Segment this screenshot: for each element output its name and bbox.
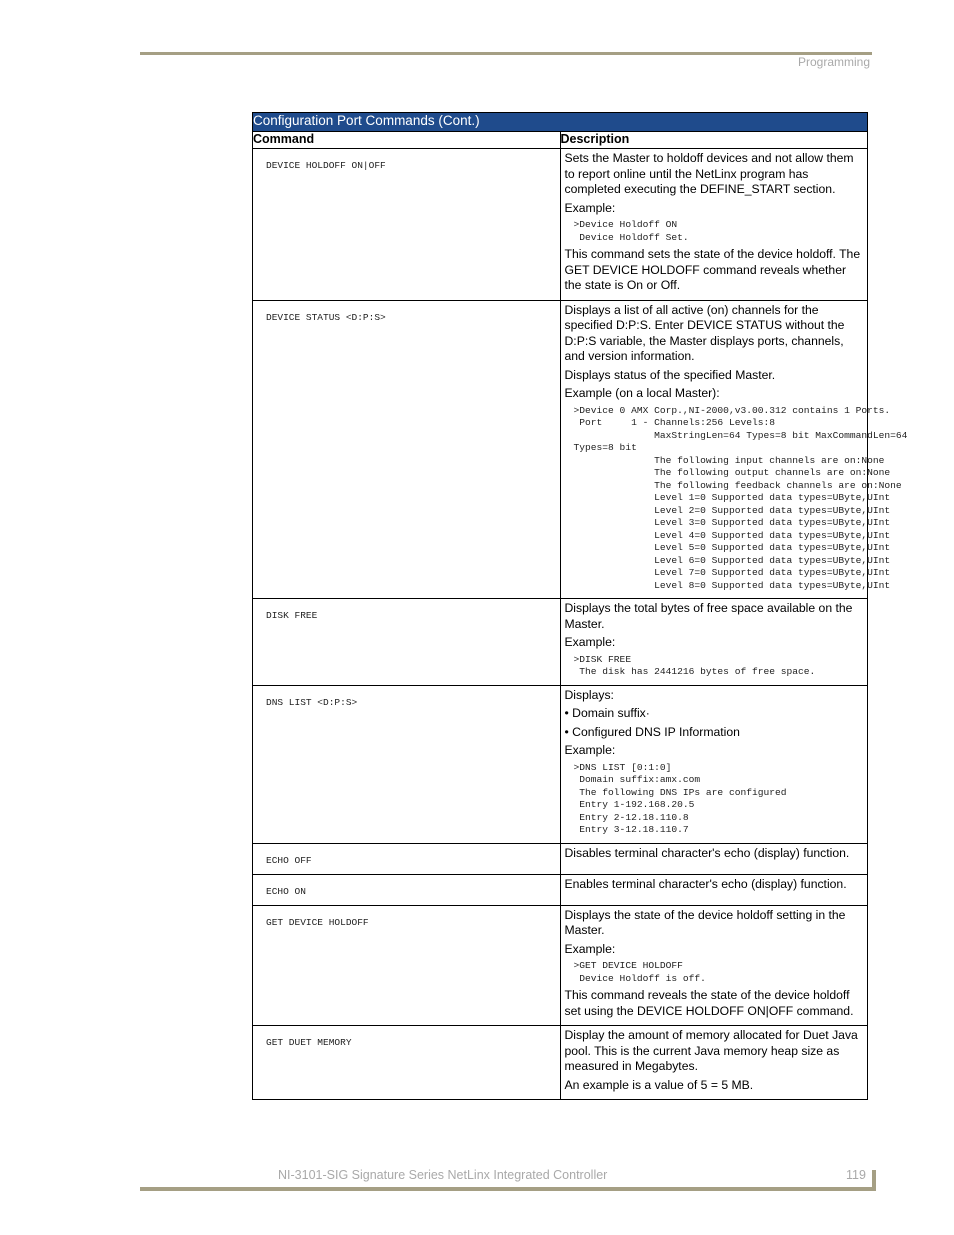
command-cell [253,599,561,686]
description-text: • Configured DNS IP Information [564,724,740,739]
description-cell [560,300,908,599]
description-cell [560,599,868,686]
command-cell [253,874,561,905]
description-cell [560,874,868,905]
command-cell [253,149,561,301]
footer-rule [140,1187,876,1191]
description-text: This command sets the state of the device holdoff. The GET DEVICE HOLDOFF command reveals whether the state is On or Off. [564,247,861,292]
description-cell [560,1026,868,1100]
command-text: DEVICE HOLDOFF ON|OFF [266,160,386,171]
commands-table [252,112,908,1100]
description-text: Displays the total bytes of free space available on the Master. [564,601,853,631]
command-text: ECHO ON [266,885,306,897]
description-text: An example is a value of 5 = 5 MB. [564,1077,754,1092]
description-text: Example: [564,200,616,215]
command-cell [253,685,561,843]
table-row [253,599,868,686]
description-cell [560,905,868,1026]
table-row [253,149,868,301]
command-text: DISK FREE [266,610,318,621]
header-rule [140,52,872,55]
command-cell [253,300,561,599]
table-body [253,149,908,1100]
table-row [253,1026,868,1100]
command-cell [253,1026,561,1100]
description-text: Displays: [564,687,614,702]
code-example: >DNS LIST [0:1:0] Domain suffix:amx.com The following DNS IPs are configured Entry 1-192.168.20.5 Entry 2-12.18.110.8 Entry 3-12.18.110.7 [573,761,787,835]
table-row [253,905,868,1026]
description-cell [560,843,868,874]
description-text: • Domain suffix· [564,706,650,720]
command-cell [253,843,561,874]
description-text: Enables terminal character's echo (display) function. [564,876,847,891]
description-text: Disables terminal character's echo (display) function. [564,845,850,860]
description-text: Displays status of the specified Master. [564,367,776,382]
code-example: >Device 0 AMX Corp.,NI-2000,v3.00.312 contains 1 Ports. Port 1 - Channels:256 Levels:8 MaxStringLen=64 Types=8 bit MaxCommandLen=64 Types=8 bit The following input channels are on:None The following output channels are on:None The following feedback channels are on:None Level 1=0 Supported data types=UByte,UInt Level 2=0 Supported data types=UByte,UInt Level 3=0 Supported data types=UByte,UInt Level 4=0 Supported data types=UByte,UInt Level 5=0 Supported data types=UByte,UInt Level 6=0 Supported data types=UByte,UInt Level 7=0 Supported data types=UByte,UInt Level 8=0 Supported data types=UByte,UInt [573,404,908,591]
page-number: 119 [846,1168,866,1182]
column-header-command: Command [253,132,561,149]
description-cell [560,685,868,843]
command-text: DEVICE STATUS <D:P:S> [266,311,386,323]
description-cell [560,149,868,301]
command-cell [253,905,561,1026]
description-text: Example: [564,941,616,956]
table-title: Configuration Port Commands (Cont.) [253,113,868,132]
table-row [253,685,868,843]
footer-title: NI-3101-SIG Signature Series NetLinx Integrated Controller [278,1168,608,1182]
command-text: GET DEVICE HOLDOFF [266,916,369,928]
code-example: >Device Holdoff ON Device Holdoff Set. [573,219,689,243]
table-row [253,300,868,599]
description-text: Example: [564,635,616,649]
section-label: Programming [797,55,870,69]
description-text: This command reveals the state of the device holdoff set using the DEVICE HOLDOFF ON|OFF command. [564,988,854,1018]
code-example: >GET DEVICE HOLDOFF Device Holdoff is off. [573,960,706,984]
table-row [253,874,868,905]
command-text: DNS LIST <D:P:S> [266,696,358,708]
code-example: >DISK FREE The disk has 2441216 bytes of free space. [573,653,816,677]
command-text: ECHO OFF [266,854,312,866]
description-text: Display the amount of memory allocated for Duet Java pool. This is the current Java memory heap size as measured in Megabytes. [564,1028,858,1073]
description-text: Example: [564,743,616,757]
description-text: Sets the Master to holdoff devices and not allow them to report online until the NetLinx program has completed executing the DEFINE_START section. [564,151,854,196]
table-row [253,843,868,874]
command-text: GET DUET MEMORY [266,1037,352,1048]
description-text: Displays the state of the device holdoff setting in the Master. [564,907,846,937]
description-text: Displays a list of all active (on) channels for the specified D:P:S. Enter DEVICE STATUS without the D:P:S variable, the Master displays ports, channels, and version information. [564,302,845,363]
column-header-description: Description [560,132,868,149]
description-text: Example (on a local Master): [564,386,720,400]
